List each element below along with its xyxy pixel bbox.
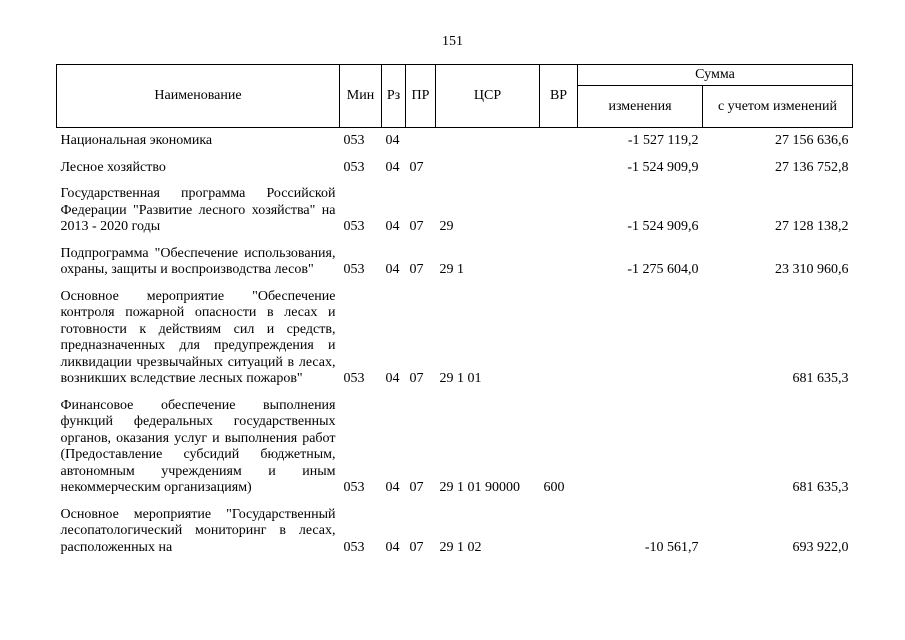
- row-vr: 600: [543, 480, 565, 495]
- table-row: [57, 128, 853, 155]
- row-csr: 29 1: [439, 262, 464, 277]
- table-row: [57, 181, 853, 241]
- row-vr: [540, 155, 578, 182]
- row-vr: [540, 502, 578, 562]
- row-total: 681 635,3: [792, 480, 849, 495]
- row-pr: [406, 128, 436, 155]
- row-pr: 07: [409, 539, 424, 555]
- row-rz: 04: [385, 539, 400, 555]
- row-min: 053: [343, 159, 365, 175]
- header-min: Мин: [340, 65, 382, 128]
- row-vr: [540, 128, 578, 155]
- row-name: Подпрограмма "Обеспечение использования, охраны, защиты и воспроизводства лесов": [60, 245, 336, 277]
- table-row: [57, 502, 853, 562]
- budget-table: [56, 64, 853, 561]
- row-total: 27 156 636,6: [775, 133, 849, 148]
- row-name: Финансовое обеспечение выполнения функций федеральных государственных органов, оказания услуг и выполнения работ (Предоставление субсидий бюджетным, автономным учреждениям и иным некоммерческим организациям): [60, 397, 336, 495]
- row-pr: 07: [409, 371, 424, 386]
- row-csr: [436, 128, 540, 155]
- row-rz: 04: [385, 480, 400, 495]
- row-name: Лесное хозяйство: [60, 159, 166, 175]
- row-changes: -1 524 909,9: [627, 159, 699, 175]
- row-csr: [436, 155, 540, 182]
- row-csr: 29 1 02: [439, 539, 482, 555]
- page-number: 151: [442, 34, 463, 49]
- row-total: 27 128 138,2: [775, 219, 849, 234]
- row-pr: 07: [409, 262, 424, 277]
- row-rz: 04: [385, 262, 400, 277]
- row-min: 053: [343, 133, 365, 148]
- header-csr: ЦСР: [436, 65, 540, 128]
- row-name: Государственная программа Российской Федерации "Развитие лесного хозяйства" на 2013 - 2020 годы: [60, 186, 336, 234]
- row-name: Национальная экономика: [60, 133, 213, 148]
- table-row: [57, 393, 853, 502]
- table-body: [57, 128, 853, 562]
- row-csr: 29: [439, 219, 454, 234]
- table-row: [57, 241, 853, 284]
- row-vr: [540, 241, 578, 284]
- row-rz: 04: [385, 219, 400, 234]
- row-min: 053: [343, 219, 365, 234]
- row-csr: 29 1 01 90000: [439, 480, 520, 495]
- table-row: [57, 155, 853, 182]
- header-with-changes: с учетом изменений: [703, 86, 853, 128]
- header-rz: Рз: [382, 65, 406, 128]
- header-pr: ПР: [406, 65, 436, 128]
- header-changes: изменения: [578, 86, 703, 128]
- row-total: 681 635,3: [792, 371, 849, 386]
- row-name: Основное мероприятие "Государственный лесопатологический мониторинг в лесах, расположенных на: [60, 506, 336, 555]
- row-total: 27 136 752,8: [775, 159, 849, 175]
- row-changes: -1 524 909,6: [627, 219, 699, 234]
- row-changes: -10 561,7: [644, 539, 699, 555]
- row-min: 053: [343, 480, 365, 495]
- row-min: 053: [343, 371, 365, 386]
- row-rz: 04: [385, 371, 400, 386]
- header-name: Наименование: [57, 65, 340, 128]
- row-csr: 29 1 01: [439, 371, 482, 386]
- row-pr: 07: [409, 219, 424, 234]
- row-total: 693 922,0: [792, 539, 849, 555]
- row-rz: 04: [385, 133, 400, 148]
- row-changes: [578, 284, 703, 393]
- header-vr: ВР: [540, 65, 578, 128]
- row-min: 053: [343, 539, 365, 555]
- row-pr: 07: [409, 480, 424, 495]
- row-changes: [578, 393, 703, 502]
- table-row: [57, 284, 853, 393]
- row-changes: -1 275 604,0: [627, 262, 699, 277]
- row-changes: -1 527 119,2: [627, 133, 699, 148]
- row-vr: [540, 284, 578, 393]
- row-name: Основное мероприятие "Обеспечение контроля пожарной опасности в лесах и готовности к действиям сил и средств, предназначенных для предупреждения и ликвидации чрезвычайных ситуаций в лесах, возникших вследствие лесных пожаров": [60, 288, 336, 386]
- header-sum: Сумма: [578, 65, 853, 86]
- row-total: 23 310 960,6: [775, 262, 849, 277]
- row-min: 053: [343, 262, 365, 277]
- row-pr: 07: [409, 159, 424, 175]
- row-vr: [540, 181, 578, 241]
- row-rz: 04: [385, 159, 400, 175]
